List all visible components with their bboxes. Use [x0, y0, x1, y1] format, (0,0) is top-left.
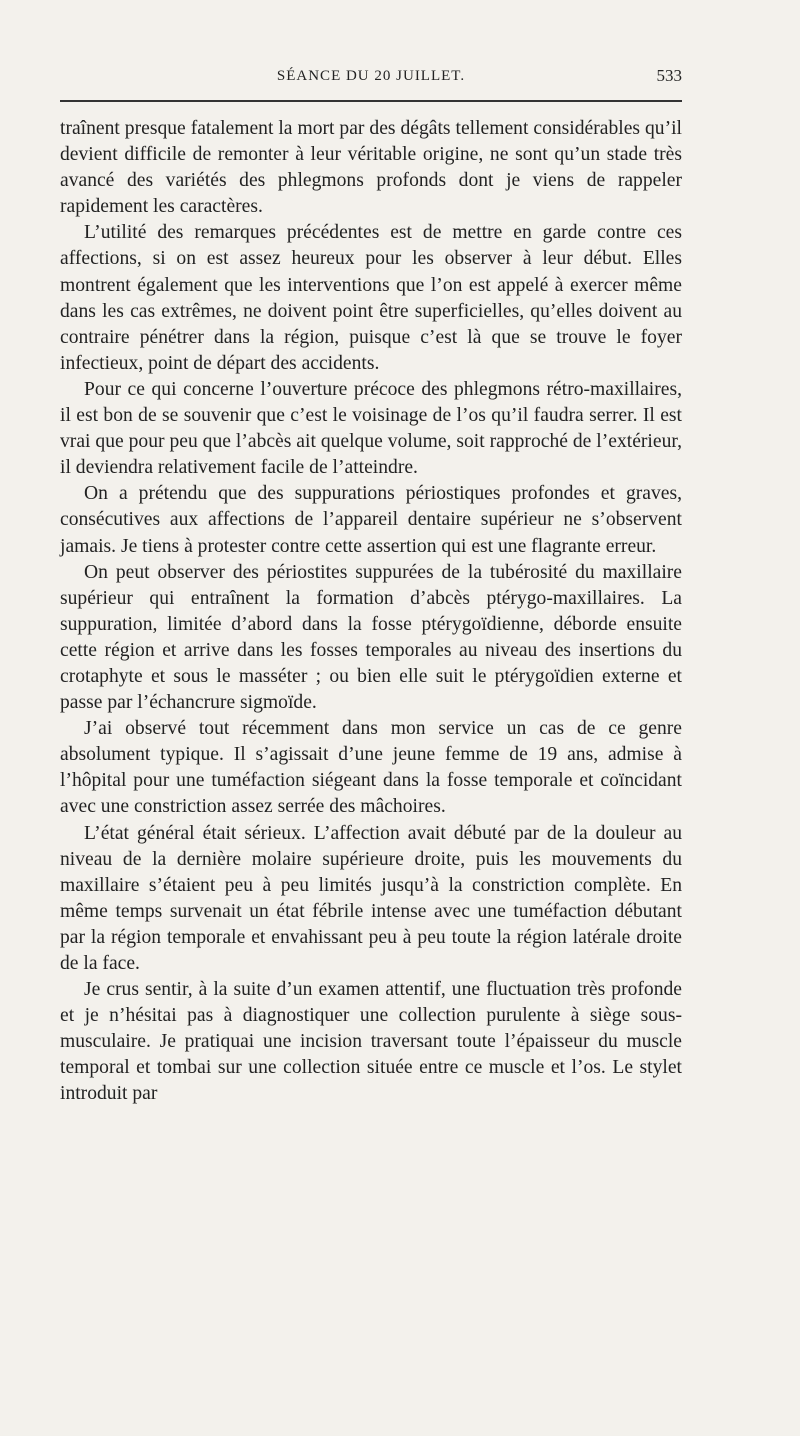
paragraph: Pour ce qui concerne l’ouverture précoce des phlegmons rétro-maxillaires, il est bon de se souvenir que c’est le voisinage de l’os qu’il faudra serrer. Il est vrai que pour peu que l’abcès ait quelque volume, soit rapproché de l’extérieur, il deviendra relativement facile de l’atteindre. — [60, 378, 682, 479]
running-title: SÉANCE DU 20 JUILLET. — [276, 68, 466, 84]
paragraph: traînent presque fatalement la mort par des dégâts tellement considérables qu’il devient difficile de remonter à leur véritable origine, ne sont qu’un stade très avancé des variétés des phlegmons profonds dont je viens de rappeler rapidement les caractères. — [60, 118, 682, 218]
paragraph: On a prétendu que des suppurations périostiques profondes et graves, consécutives aux affections de l’appareil dentaire supérieur ne s’observent jamais. Je tiens à protester contre cette assertion qui est une flagrante erreur. — [60, 483, 682, 557]
paragraph: Je crus sentir, à la suite d’un examen attentif, une fluctuation très profonde et je n’hésitai pas à diagnostiquer une collection purulente à siège sous-musculaire. Je pratiquai une incision traversant toute l’épaisseur du muscle temporal et tombai sur une collection située entre ce muscle et l’os. Le stylet introduit par — [60, 979, 682, 1105]
paragraph: J’ai observé tout récemment dans mon service un cas de ce genre absolument typique. Il s’agissait d’une jeune femme de 19 ans, admise à l’hôpital pour une tuméfaction siégeant dans la fosse temporale et coïncidant avec une constriction assez serrée des mâchoires. — [60, 718, 682, 818]
page-number: 533 — [656, 66, 682, 85]
running-header — [60, 60, 682, 90]
paragraph: L’état général était sérieux. L’affection avait débuté par de la douleur au niveau de la dernière molaire supérieure droite, puis les mouvements du maxillaire s’étaient peu à peu limités jusqu’à la constriction complète. En même temps survenait un état fébrile intense avec une tuméfaction débutant par la région temporale et envahissant peu à peu toute la région latérale droite de la face. — [60, 822, 682, 974]
document-page — [60, 60, 682, 1108]
paragraph: On peut observer des périostites suppurées de la tubérosité du maxillaire supérieur qui entraînent la formation d’abcès ptérygo-maxillaires. La suppuration, limitée d’abord dans la fosse ptérygoïdienne, déborde ensuite cette région et arrive dans les fosses temporales au niveau des insertions du crotaphyte et sous le masséter ; ou bien elle suit le ptérygoïdien externe et passe par l’échancrure sigmoïde. — [60, 561, 682, 714]
body-text — [60, 116, 682, 1108]
header-rule — [60, 100, 682, 102]
paragraph: L’utilité des remarques précédentes est de mettre en garde contre ces affections, si on est assez heureux pour les observer à leur début. Elles montrent également que les interventions que l’on est appelé à exercer même dans les cas extrêmes, ne doivent point être superficielles, qu’elles doivent au contraire pénétrer dans la région, puisque c’est là que se trouve le foyer infectieux, point de départ des accidents. — [60, 222, 682, 374]
